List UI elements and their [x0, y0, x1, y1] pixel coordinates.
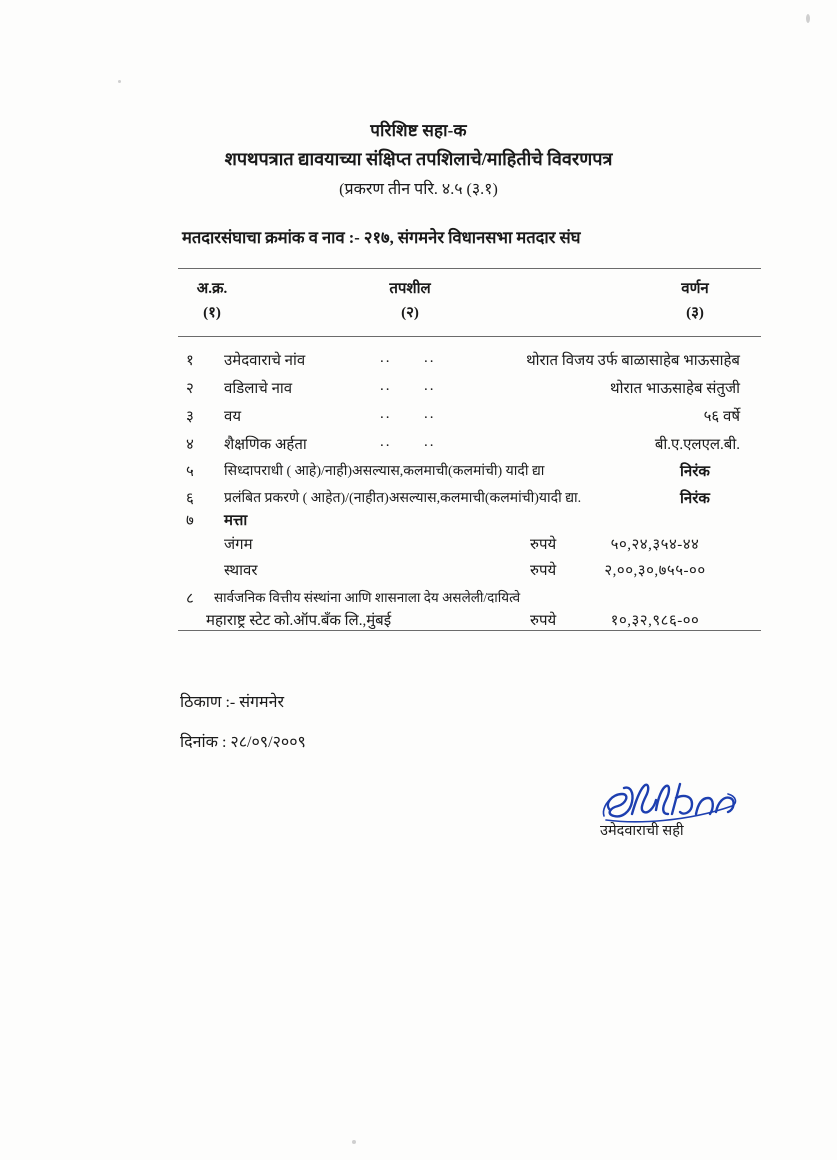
leader-dots: .. [380, 378, 392, 394]
table-row: १ [186, 353, 194, 369]
asset-row-amount: २,००,३०,७५५-०० [604, 563, 706, 579]
scan-speck [352, 1140, 356, 1144]
scan-speck [118, 80, 121, 83]
leader-dots: .. [424, 434, 436, 450]
scan-speck [806, 14, 810, 23]
document-title-block [0, 118, 837, 203]
table-row-label: वडिलाचे नाव [224, 381, 293, 397]
column-header-serial-label: अ.क्र. [196, 281, 228, 297]
table-row: ३ [186, 409, 194, 425]
column-header-serial [182, 278, 242, 322]
table-row-value: थोरात विजय उर्फ बाळासाहेब भाऊसाहेब [526, 353, 740, 369]
signature-label: उमेदवाराची सही [600, 823, 684, 839]
table-bottom-rule [178, 630, 761, 631]
table-row-label: उमेदवाराचे नांव [224, 353, 306, 369]
column-header-description-label: वर्णन [681, 281, 709, 297]
leader-dots: .. [424, 378, 436, 394]
liability-row-amount: १०,३२,९८६-०० [610, 613, 700, 629]
title-line-1: परिशिष्ट सहा-क [370, 121, 467, 140]
liability-row-label-line-2: महाराष्ट्र स्टेट को.ऑप.बँक लि.,मुंबई [206, 613, 392, 629]
footer-place: ठिकाण :- संगमनेर [180, 694, 285, 711]
asset-row-label: जंगम [224, 537, 253, 553]
column-header-description-number: (३) [686, 305, 704, 321]
table-row-label: मत्ता [224, 513, 248, 529]
table-row-label: प्रलंबित प्रकरणे ( आहेत)/(नाहीत)असल्यास,कलमाची(कलमांची)यादी द्या. [224, 491, 582, 506]
column-header-detail [350, 278, 470, 322]
table-row: ५ [186, 464, 194, 480]
table-row-label: शैक्षणिक अर्हता [224, 437, 307, 453]
table-top-rule [178, 268, 761, 269]
column-header-detail-label: तपशील [389, 281, 431, 297]
asset-row-label: स्थावर [224, 563, 258, 579]
asset-row-amount: ५०,२४,३५४-४४ [610, 537, 700, 553]
table-row-value: निरंक [680, 491, 710, 507]
constituency-line: मतदारसंघाचा क्रमांक व नाव :- २१७, संगमनेर विधानसभा मतदार संघ [182, 228, 581, 247]
column-header-serial-number: (१) [203, 305, 221, 321]
table-row-label: वय [224, 409, 242, 425]
table-row-value: ५६ वर्षे [703, 409, 740, 425]
table-row-value: थोरात भाऊसाहेब संतुजी [609, 381, 740, 397]
leader-dots: .. [424, 350, 436, 366]
liability-row-label-line-1: सार्वजनिक वित्तीय संस्थांना आणि शासनाला देय असलेली/दायित्वे [214, 590, 521, 605]
table-row-value: निरंक [680, 464, 710, 480]
liability-row-currency: रुपये [530, 613, 557, 629]
leader-dots: .. [424, 406, 436, 422]
asset-row-currency: रुपये [530, 537, 557, 553]
title-line-3: (प्रकरण तीन परि. ४.५ (३.१) [339, 181, 498, 198]
table-header-rule [178, 336, 761, 337]
footer-date: दिनांक : २८/०९/२००९ [180, 734, 306, 751]
table-row: २ [186, 381, 194, 397]
table-row-label: सिध्दापराधी ( आहे)/नाही)असल्यास,कलमाची(कलमांची) यादी द्या [224, 464, 545, 479]
table-row: ७ [186, 513, 194, 529]
column-header-detail-number: (२) [401, 305, 419, 321]
table-row: ४ [186, 437, 194, 453]
table-row-value: बी.ए.एलएल.बी. [654, 437, 740, 453]
table-row: ६ [186, 491, 194, 507]
leader-dots: .. [380, 350, 392, 366]
asset-row-currency: रुपये [530, 563, 557, 579]
column-header-description [640, 278, 750, 322]
leader-dots: .. [380, 434, 392, 450]
leader-dots: .. [380, 406, 392, 422]
liability-row-serial: ८ [186, 591, 194, 607]
title-line-2: शपथपत्रात द्यावयाच्या संक्षिप्त तपशिलाचे/माहितीचे विवरणपत्र [224, 149, 613, 169]
